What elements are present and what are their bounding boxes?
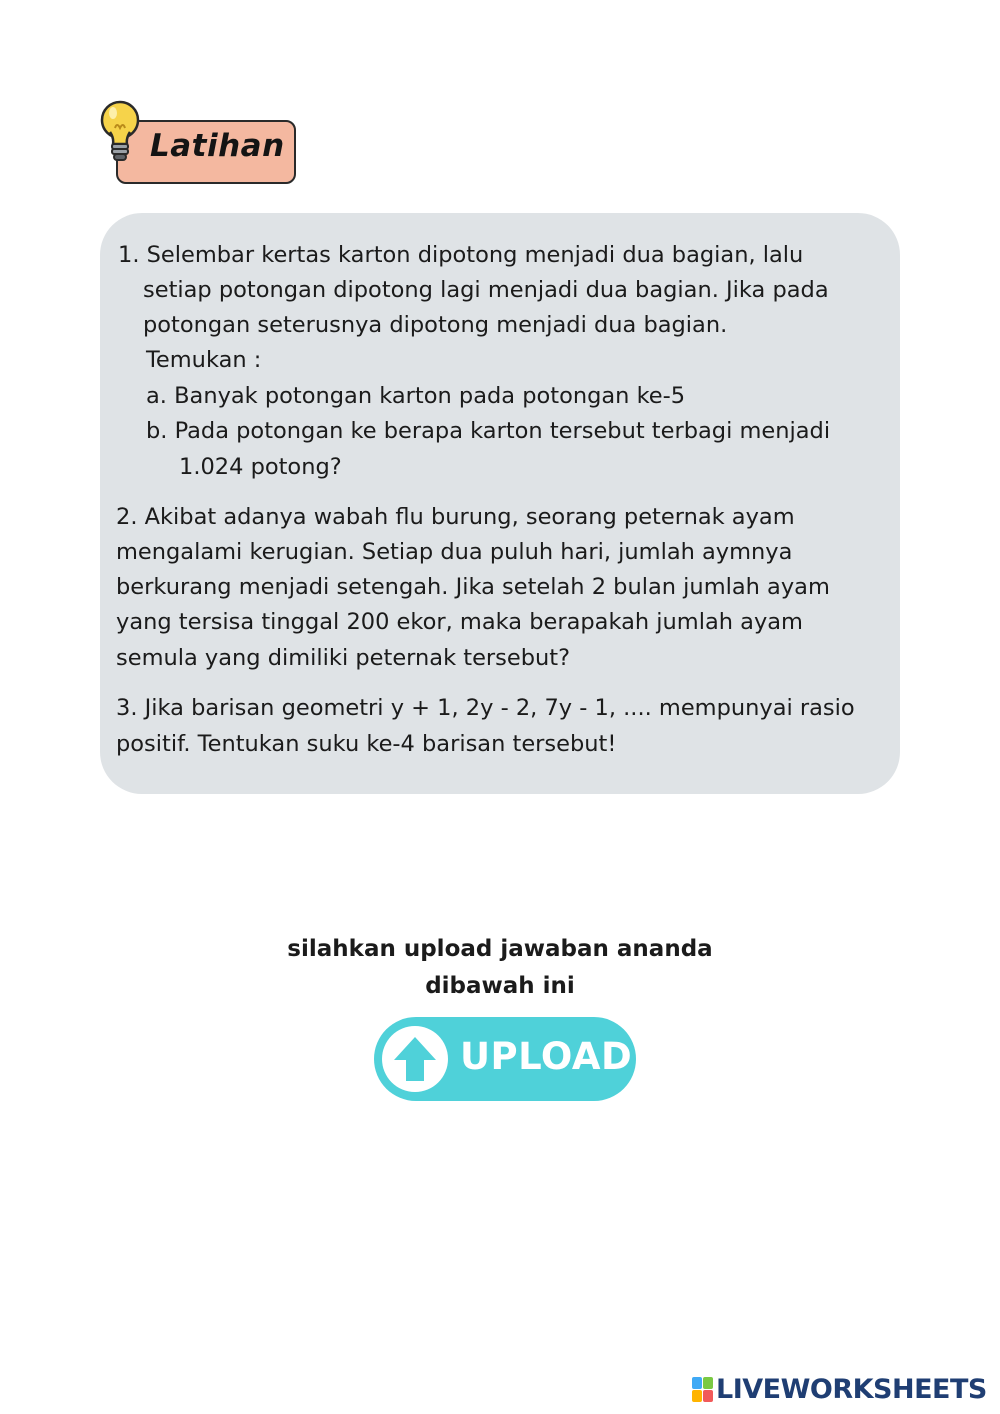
logo-mark-icon (692, 1377, 714, 1403)
question-1-text: setiap potongan dipotong lagi menjadi dua bagian. Jika pada (143, 277, 829, 303)
question-1b-text: 1.024 potong? (179, 454, 342, 480)
question-1-text: potongan seterusnya dipotong menjadi dua bagian. (143, 312, 728, 338)
question-1-text: 1. Selembar kertas karton dipotong menjadi dua bagian, lalu (118, 242, 804, 268)
question-2-text: mengalami kerugian. Setiap dua puluh hari, jumlah aymnya (116, 539, 793, 565)
logo-text: LIVEWORKSHEETS (716, 1374, 987, 1405)
question-2-text: berkurang menjadi setengah. Jika setelah 2 bulan jumlah ayam (116, 574, 830, 600)
question-1-prompt: Temukan : (146, 347, 262, 373)
lightbulb-icon (96, 98, 144, 168)
upload-button-label: UPLOAD (460, 1035, 633, 1078)
page-title: Latihan (150, 128, 285, 164)
upload-arrow-icon (380, 1024, 450, 1094)
question-3-text: 3. Jika barisan geometri y + 1, 2y - 2, 7y - 1, .... mempunyai rasio (116, 695, 855, 721)
upload-instruction: silahkan upload jawaban ananda (287, 936, 713, 962)
upload-button[interactable] (374, 1017, 636, 1101)
question-1a-text: a. Banyak potongan karton pada potongan ke-5 (146, 383, 686, 409)
upload-instruction: dibawah ini (425, 973, 575, 999)
question-2-text: yang tersisa tinggal 200 ekor, maka berapakah jumlah ayam (116, 609, 803, 635)
question-2-text: semula yang dimiliki peternak tersebut? (116, 645, 571, 671)
question-1b-text: b. Pada potongan ke berapa karton tersebut terbagi menjadi (146, 418, 831, 444)
question-2-text: 2. Akibat adanya wabah flu burung, seorang peternak ayam (116, 504, 795, 530)
question-3-text: positif. Tentukan suku ke-4 barisan tersebut! (116, 731, 617, 757)
